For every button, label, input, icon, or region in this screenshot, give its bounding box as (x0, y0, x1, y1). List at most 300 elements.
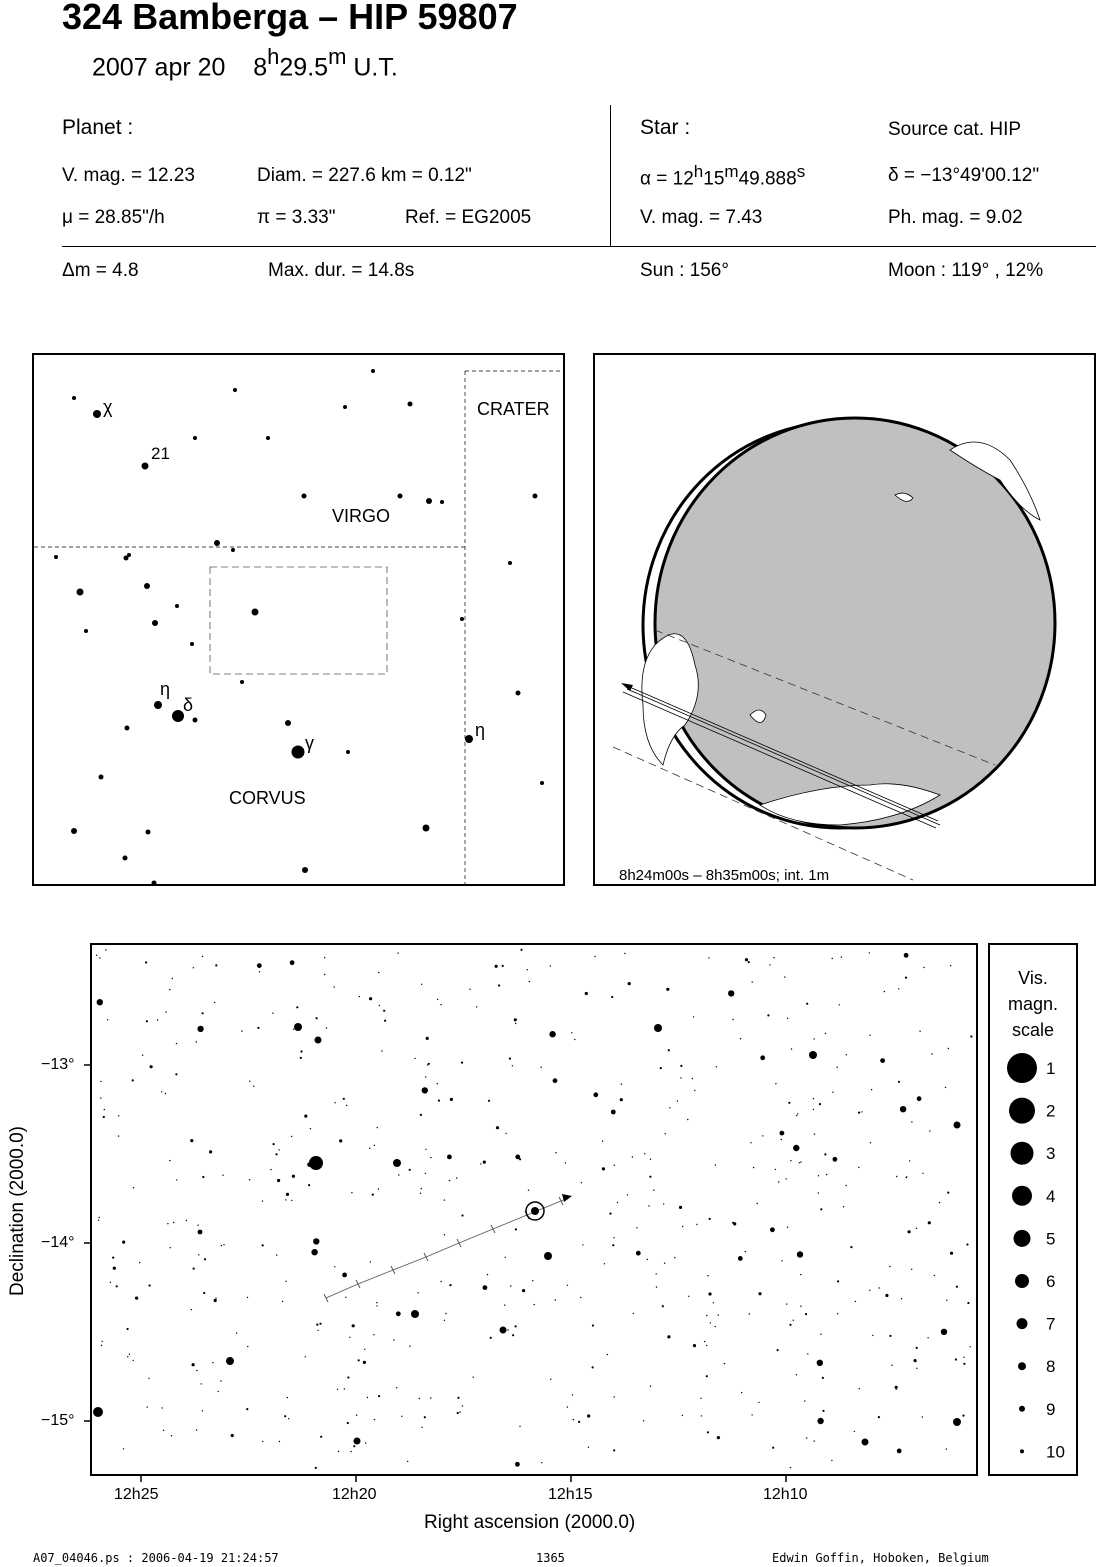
field-star (215, 964, 217, 966)
field-star (296, 1006, 298, 1008)
sun-elongation: Sun : 156° (640, 260, 729, 281)
field-star (613, 1237, 614, 1238)
finder-star (398, 494, 403, 499)
field-star (878, 1416, 880, 1418)
field-star (773, 957, 774, 958)
field-star (527, 969, 528, 970)
field-star (214, 1299, 217, 1302)
field-star (941, 1329, 947, 1335)
footer-author: Edwin Goffin, Hoboken, Belgium (772, 1551, 989, 1565)
magnitude-scale-panel (988, 943, 1078, 1476)
field-star (288, 1418, 289, 1419)
finder-star (125, 726, 130, 731)
field-star (804, 1400, 805, 1401)
field-star (110, 1282, 111, 1283)
field-star (247, 1346, 248, 1347)
field-star (358, 1359, 360, 1361)
field-star (680, 1077, 681, 1078)
alpha-seconds-unit: s (796, 162, 806, 181)
field-star (682, 1226, 683, 1227)
field-star (592, 1324, 594, 1326)
field-star (650, 1386, 651, 1387)
field-star (430, 1157, 431, 1158)
field-star (162, 1407, 163, 1408)
bright-star (294, 1023, 302, 1031)
field-star (316, 1017, 318, 1019)
alpha-hours-unit: h (693, 162, 704, 181)
star-label-chi: χ (103, 397, 113, 417)
field-star (647, 1259, 648, 1260)
field-star (694, 1090, 695, 1091)
field-star (352, 1324, 355, 1327)
field-star (420, 1114, 422, 1116)
field-star (611, 1110, 616, 1115)
field-star (272, 1013, 273, 1014)
field-star (135, 1297, 138, 1300)
field-star (343, 1098, 345, 1100)
alpha-hours: α = 12 (640, 168, 694, 190)
field-star (175, 1073, 177, 1075)
field-star (807, 1353, 808, 1354)
field-star (170, 1247, 171, 1248)
magnitude-label: 5 (1046, 1229, 1056, 1249)
track-tick (457, 1239, 461, 1247)
field-star (342, 1273, 347, 1278)
bright-star (654, 1024, 662, 1032)
field-star (315, 1467, 317, 1469)
field-star (351, 1192, 352, 1193)
field-star (430, 1397, 431, 1398)
field-star (116, 1285, 118, 1287)
field-star (279, 1441, 280, 1442)
finder-star (190, 642, 194, 646)
field-star (374, 1419, 375, 1420)
field-star (514, 1018, 517, 1021)
field-star (948, 1048, 949, 1049)
field-star (793, 1145, 799, 1151)
field-star (198, 1230, 203, 1235)
field-star (440, 1004, 441, 1005)
field-star (633, 1313, 634, 1314)
finder-star (152, 620, 158, 626)
field-star (677, 1100, 678, 1101)
field-star (417, 1292, 418, 1293)
finder-chart (32, 353, 565, 886)
field-star (632, 1156, 633, 1157)
field-star (541, 1067, 542, 1068)
field-star (833, 1157, 838, 1162)
field-star (376, 1302, 377, 1303)
field-star (409, 1169, 411, 1171)
field-star (665, 1133, 666, 1134)
field-star (846, 1054, 847, 1055)
field-star (223, 1244, 224, 1245)
field-star (901, 1298, 902, 1299)
field-star (628, 982, 631, 985)
bright-star (393, 1159, 401, 1167)
field-star (967, 1302, 969, 1304)
field-star (334, 1266, 335, 1267)
max-duration: Max. dur. = 14.8s (268, 260, 415, 281)
field-star (793, 1320, 794, 1321)
magnitude-dot (1017, 1318, 1028, 1329)
field-star (732, 1019, 733, 1020)
field-star (425, 1076, 426, 1077)
finder-star (426, 498, 432, 504)
x-tick-12h25: 12h25 (114, 1486, 159, 1503)
field-star (300, 1057, 302, 1059)
field-star (580, 1297, 581, 1298)
field-star (196, 1370, 197, 1371)
field-star (444, 1320, 445, 1321)
finder-star (214, 540, 220, 546)
field-star (528, 1190, 529, 1191)
field-star (196, 1429, 197, 1430)
field-star (870, 1142, 871, 1143)
field-star (898, 1081, 900, 1083)
field-star (758, 1292, 761, 1295)
finder-star (127, 553, 131, 557)
globe-disk (655, 418, 1055, 828)
field-star (377, 1127, 378, 1128)
field-star (129, 1354, 130, 1355)
field-star (916, 1228, 917, 1229)
field-star (745, 958, 748, 961)
field-star (871, 1089, 872, 1090)
star-alpha (640, 162, 805, 190)
field-star (425, 1173, 426, 1174)
field-star (338, 1451, 339, 1452)
constellation-virgo: VIRGO (332, 506, 391, 526)
time-hours: 8 (253, 53, 268, 82)
field-star (662, 1305, 664, 1307)
magnitude-dot (1018, 1362, 1026, 1370)
field-star (349, 1337, 350, 1338)
field-star (733, 1222, 736, 1225)
field-star (165, 1093, 166, 1094)
field-star (123, 1448, 124, 1449)
field-star (163, 1430, 164, 1431)
field-star (98, 1220, 99, 1221)
field-star (775, 1083, 776, 1084)
field-star (550, 1379, 551, 1380)
star-heading: Star : (640, 116, 691, 139)
field-star (613, 1449, 615, 1451)
field-star (313, 1238, 319, 1244)
footer-page: 1365 (536, 1551, 565, 1565)
field-star (814, 1440, 815, 1441)
field-star (427, 1064, 428, 1065)
field-star (791, 1048, 792, 1049)
field-star (397, 952, 398, 953)
field-star (784, 976, 785, 977)
field-star (806, 1437, 807, 1438)
finder-star (144, 583, 150, 589)
field-star (885, 1294, 888, 1297)
field-star (740, 1038, 741, 1039)
field-star (956, 1286, 958, 1288)
field-star (813, 1038, 814, 1039)
field-star (778, 1181, 779, 1182)
field-star (644, 1153, 645, 1154)
field-star (444, 1234, 445, 1235)
target-star (531, 1207, 539, 1215)
path-arrow-icon (621, 683, 633, 691)
field-star (653, 1190, 654, 1191)
field-star (262, 1441, 263, 1442)
field-star (461, 1062, 463, 1064)
track-tick (491, 1225, 495, 1233)
field-star (693, 1344, 696, 1347)
field-star (304, 1115, 307, 1118)
field-star (636, 1251, 641, 1256)
field-star (145, 961, 147, 963)
magnitude-label: 2 (1046, 1101, 1056, 1121)
field-star (363, 1361, 366, 1364)
field-star (487, 1274, 488, 1275)
field-star (614, 1165, 615, 1166)
field-star (202, 1410, 203, 1411)
field-star (222, 1175, 223, 1176)
field-star (614, 1396, 615, 1397)
field-star (916, 1368, 917, 1369)
field-star (512, 1065, 513, 1066)
planet-diam: Diam. = 227.6 km = 0.12" (257, 165, 472, 186)
field-star (396, 1387, 397, 1388)
field-star (246, 1408, 248, 1410)
alpha-minutes-unit: m (724, 162, 739, 181)
field-star (422, 1087, 428, 1093)
field-star (825, 1033, 826, 1034)
mag-title-line-1: Vis. (1018, 968, 1048, 988)
finder-star (540, 781, 544, 785)
track-tick (424, 1253, 428, 1261)
field-star (786, 1178, 787, 1179)
field-star (515, 1325, 517, 1327)
field-star (483, 1161, 486, 1164)
field-star (814, 1134, 815, 1135)
field-star (843, 1206, 844, 1207)
planet-heading: Planet : (62, 116, 134, 139)
bright-star (93, 1407, 103, 1417)
field-star (707, 1275, 708, 1276)
field-star (512, 1334, 514, 1336)
field-star (897, 1449, 902, 1454)
field-star (822, 1377, 824, 1379)
field-star (752, 981, 753, 982)
field-star (449, 1284, 451, 1286)
field-star (750, 1142, 751, 1143)
field-star (507, 1329, 508, 1330)
field-star (169, 1160, 170, 1161)
field-star (724, 1363, 725, 1364)
magnitude-dot (1019, 1406, 1025, 1412)
field-star (762, 1135, 763, 1136)
field-star (356, 1414, 357, 1415)
finder-star (302, 867, 308, 873)
field-star (133, 1360, 134, 1361)
field-star (775, 1169, 776, 1170)
field-star (758, 1402, 759, 1403)
field-star (855, 1301, 856, 1302)
field-star (660, 1067, 662, 1069)
field-star (112, 1257, 114, 1259)
field-star (449, 1180, 450, 1181)
field-star (193, 967, 194, 968)
field-star (796, 1115, 797, 1116)
field-star (204, 1258, 206, 1260)
field-star (824, 1153, 826, 1155)
field-star (257, 1027, 259, 1029)
field-star (777, 1349, 779, 1351)
field-star (345, 1297, 346, 1298)
field-star (854, 1431, 855, 1432)
field-star (895, 1386, 898, 1389)
magnitude-label: 3 (1046, 1144, 1056, 1164)
field-star (553, 1078, 558, 1083)
field-star (457, 1397, 459, 1399)
field-star (459, 1411, 460, 1412)
field-star (504, 1305, 505, 1306)
field-star (214, 1002, 215, 1003)
field-star (963, 1363, 965, 1365)
field-star (572, 1394, 573, 1395)
field-star (445, 1313, 446, 1314)
field-star (285, 1281, 286, 1282)
field-star (378, 1188, 379, 1189)
field-star (231, 1434, 234, 1437)
field-star (850, 1246, 852, 1248)
bright-star (226, 1357, 234, 1365)
field-star (955, 1358, 957, 1360)
field-star (113, 1267, 116, 1270)
finder-star (123, 856, 128, 861)
field-star (612, 1244, 614, 1246)
finder-star (84, 629, 88, 633)
field-star (426, 1037, 429, 1040)
field-star (221, 1245, 222, 1246)
field-star (898, 988, 899, 989)
field-star (379, 1005, 380, 1006)
finder-star (292, 746, 305, 759)
field-star (718, 1314, 719, 1315)
field-star (692, 1078, 693, 1079)
magnitude-dot (1012, 1186, 1032, 1206)
field-star (832, 1092, 833, 1093)
field-star (480, 1163, 481, 1164)
x-tick-12h15: 12h15 (548, 1486, 593, 1503)
field-star (292, 1175, 295, 1178)
field-star (869, 952, 870, 953)
field-star (891, 1365, 892, 1366)
field-star (334, 986, 335, 987)
field-star (100, 1081, 101, 1082)
finder-star (371, 369, 375, 373)
field-star (602, 1167, 605, 1170)
field-star (169, 989, 170, 990)
field-star (286, 1193, 289, 1196)
field-star (191, 1309, 192, 1310)
field-star (650, 1159, 651, 1160)
finder-star (460, 617, 464, 621)
field-star (275, 1153, 277, 1155)
field-star (826, 1174, 827, 1175)
field-star (173, 1222, 174, 1223)
x-tick-12h20: 12h20 (332, 1486, 377, 1503)
field-star (687, 1119, 688, 1120)
field-star (407, 1461, 408, 1462)
field-star (837, 1280, 839, 1282)
bright-star (809, 1051, 817, 1059)
bright-star (954, 1122, 961, 1129)
field-star (409, 1346, 410, 1347)
field-star (872, 1335, 873, 1336)
field-star (249, 1081, 250, 1082)
field-star (218, 1391, 219, 1392)
field-star (414, 1058, 415, 1059)
field-star (617, 1202, 618, 1203)
field-star (505, 1133, 506, 1134)
field-star (393, 1339, 394, 1340)
globe-time-range: 8h24m00s – 8h35m00s; int. 1m (619, 867, 830, 884)
field-star (339, 1139, 342, 1142)
field-star (837, 1313, 838, 1314)
field-star (118, 1115, 119, 1116)
finder-star (93, 410, 101, 418)
field-star (706, 1375, 708, 1377)
field-star (900, 1106, 906, 1112)
field-star (917, 1096, 922, 1101)
x-axis-label: Right ascension (2000.0) (424, 1512, 636, 1533)
field-star (820, 1208, 822, 1210)
alpha-seconds: 49.888 (738, 168, 797, 190)
field-star (369, 1148, 370, 1149)
star-delta: δ = −13°49'00.12" (888, 165, 1040, 186)
detail-field-rectangle (210, 567, 387, 674)
field-star (869, 1035, 870, 1036)
field-star (858, 1112, 860, 1114)
field-star (285, 1199, 286, 1200)
magnitude-label: 6 (1046, 1272, 1056, 1291)
field-star (257, 963, 262, 968)
time-hours-unit: h (267, 44, 280, 69)
magnitude-dot (1020, 1449, 1024, 1453)
field-star (490, 1337, 492, 1339)
field-star (310, 1128, 311, 1129)
finder-star (423, 825, 430, 832)
field-star (574, 1039, 575, 1040)
finder-star (343, 405, 347, 409)
field-star (905, 977, 907, 979)
star-label-gamma-corvi: γ (305, 733, 314, 753)
field-star (585, 992, 588, 995)
field-star (203, 1292, 205, 1294)
finder-star (146, 830, 151, 835)
y-axis-label: Declination (2000.0) (7, 1125, 28, 1297)
field-star (817, 1360, 823, 1366)
field-star (515, 1155, 520, 1160)
field-star (708, 1292, 711, 1295)
field-star (710, 1322, 711, 1323)
field-star (320, 1436, 322, 1438)
field-star (760, 1055, 765, 1060)
star-label-delta-corvi: δ (183, 695, 194, 715)
planet-vmag: V. mag. = 12.23 (62, 165, 195, 186)
field-star (581, 1182, 582, 1183)
alpha-minutes: 15 (703, 168, 725, 190)
field-star (555, 1152, 556, 1153)
finder-star (252, 609, 259, 616)
